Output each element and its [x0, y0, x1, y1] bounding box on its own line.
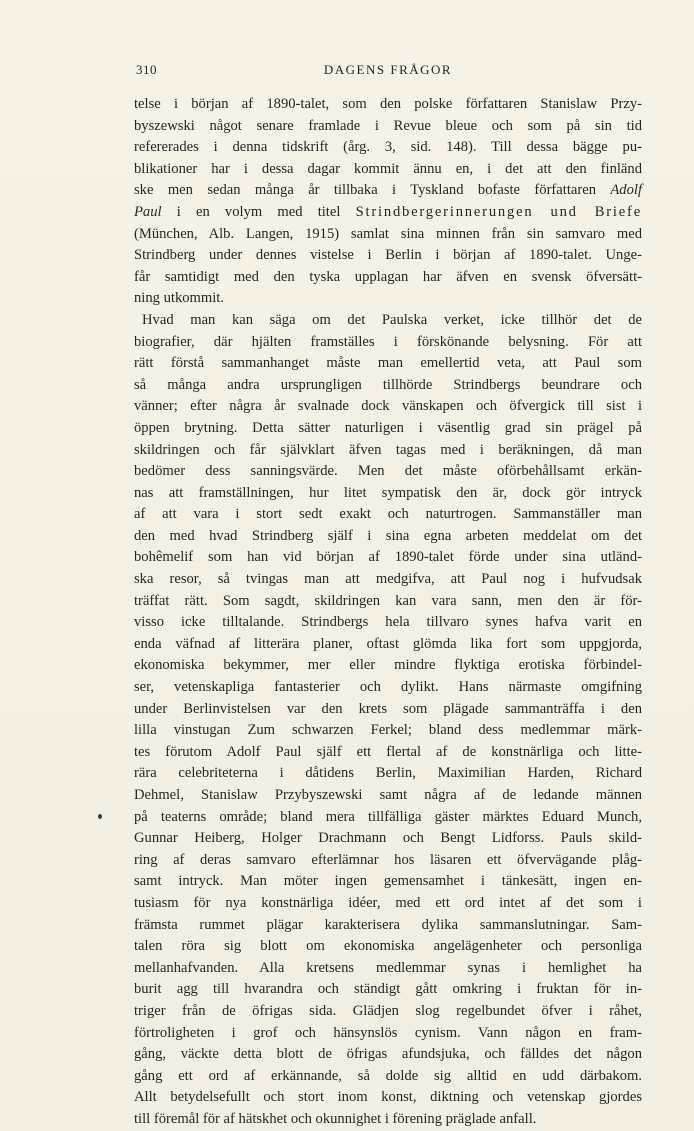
text-line: [134, 1109, 642, 1131]
text-span: vänner; efter några år svalnade dock vänskapen och öfvergick till sist i: [134, 398, 642, 415]
text-span: af att vara i stort sedt exakt och naturtrogen. Sammanställer man: [134, 506, 642, 523]
text-line: [134, 915, 642, 937]
text-line: [134, 1023, 642, 1045]
text-span: Gunnar Heiberg, Holger Drachmann och Bengt Lidforss. Pauls skild-: [134, 830, 642, 847]
text-line: [134, 526, 642, 548]
text-line: [134, 699, 642, 721]
text-line: [134, 677, 642, 699]
text-span: den med hvad Strindberg själf i sina egna arbeten meddelat om det: [134, 527, 642, 544]
text-span: enda väfnad af litterära planer, oftast glömda lika fort som uppgjorda,: [134, 635, 642, 652]
text-line: [134, 871, 642, 893]
text-span: gång ett ord af erkännande, så dolde sig alltid en udd därbakom.: [134, 1067, 642, 1084]
text-line: [134, 353, 642, 375]
text-span: ske men sedan många år tillbaka i Tyskland bofaste författaren: [134, 182, 611, 199]
text-span: triger från de öfrigas sida. Glädjen slog regelbundet öfver i råhet,: [134, 1002, 642, 1019]
text-line: [134, 612, 642, 634]
text-span: Adolf: [610, 182, 642, 199]
running-title: DAGENS FRÅGOR: [323, 62, 453, 77]
text-span: till föremål för af hätskhet och okunnighet i förening präglade anfall.: [134, 1110, 537, 1127]
text-line: [134, 224, 642, 246]
text-span: öppen brytning. Detta sätter naturligen i väsentlig grad sin prägel på: [134, 419, 642, 436]
text-span: rära celebriteterna i dåtidens Berlin, Maximilian Harden, Richard: [134, 765, 642, 782]
text-line: [134, 720, 642, 742]
text-span: ekonomiska bekymmer, mer eller mindre flyktiga erotiska förbindel-: [134, 657, 642, 674]
text-span: refererades i denna tidskrift (årg. 3, sid. 148). Till dessa bägge pu-: [134, 139, 642, 156]
text-line: [134, 1066, 642, 1088]
text-line: [134, 1087, 642, 1109]
text-line: [134, 137, 642, 159]
text-span: i en volym med titel: [161, 203, 356, 220]
text-span: på teaterns område; bland mera tillfälliga gäster märktes Eduard Munch,: [134, 808, 642, 825]
text-line: [134, 763, 642, 785]
text-span: så många andra ursprungligen tillhörde Strindbergs beundrare och: [134, 376, 642, 393]
text-line: [134, 396, 642, 418]
text-line: [134, 180, 642, 202]
text-span: burit agg till hvarandra och ständigt gått omkring i fruktan för in-: [134, 981, 642, 998]
text-line: [134, 742, 642, 764]
text-line: [134, 159, 642, 181]
text-span: skildringen och får självklart äfven tagas med i beräkningen, då man: [134, 441, 642, 458]
text-span: Paul: [134, 203, 162, 220]
text-line: [134, 483, 642, 505]
text-span: Dehmel, Stanislaw Przybyszewski samt några af de ledande männen: [134, 787, 642, 803]
text-line: [134, 850, 642, 872]
page-header: [134, 62, 642, 84]
text-span: Strindbergerinnerungen und Briefe: [355, 203, 642, 220]
text-span: samt intryck. Man möter ingen gemensamhet i tänkesätt, ingen en-: [134, 873, 642, 890]
text-span: byszewski något senare framlade i Revue bleue och som på sin tid: [134, 117, 642, 134]
text-line: [134, 936, 642, 958]
text-line: [134, 591, 642, 613]
text-span: Hvad man kan säga om det Paulska verket, icke tillhör det de: [142, 311, 642, 328]
text-line: [134, 893, 642, 915]
page-number: 310: [136, 62, 157, 77]
text-span: rätt förstå sammanhanget måste man emellertid veta, att Paul som: [134, 355, 642, 372]
text-span: (München, Alb. Langen, 1915) samlat sina minnen från sin samvaro med: [134, 225, 642, 242]
text-line: [134, 504, 642, 526]
text-span: träffat rätt. Som sagdt, skildringen kan vara sann, men den är för-: [134, 592, 642, 609]
text-line: [134, 1001, 642, 1023]
text-line: [134, 245, 642, 267]
text-span: visso icke tilltalande. Strindbergs hela tillvaro synes hafva varit en: [134, 614, 642, 631]
text-line: [134, 655, 642, 677]
text-line: [134, 807, 642, 829]
text-span: tusiasm för nya konstnärliga idéer, med ett ord intet af det som i: [134, 894, 642, 911]
text-line: [134, 547, 642, 569]
text-line: [134, 94, 642, 116]
text-span: ser, vetenskapliga fantasterier och dylikt. Hans närmaste omgifning: [134, 679, 642, 696]
text-span: nas att framställningen, hur litet sympatisk den är, dock gör intryck: [134, 484, 642, 501]
text-line: [134, 332, 642, 354]
text-line: [134, 785, 642, 807]
text-span: blikationer har i dessa dagar kommit ännu en, i det att den finländ: [134, 160, 642, 177]
text-span: telse i början af 1890-talet, som den polske författaren Stanislaw Przy-: [134, 96, 642, 112]
text-span: gång, väckte detta blott de öfrigas afundsjuka, och fälldes det någon: [134, 1046, 642, 1063]
text-line: [134, 418, 642, 440]
text-span: bohêmelif som han vid början af 1890-talet förde under sina utländ-: [134, 549, 642, 566]
text-line: [134, 116, 642, 138]
text-span: Strindberg under dennes vistelse i Berlin i början af 1890-talet. Unge-: [134, 247, 642, 264]
text-line: [134, 375, 642, 397]
text-line: [134, 979, 642, 1001]
text-span: ska resor, så tvingas man att medgifva, att Paul nog i hufvudsak: [134, 571, 642, 588]
text-span: mellanhafvanden. Alla kretsens medlemmar synas i hemlighet ha: [134, 959, 642, 976]
text-span: biografier, där hjälten framställes i förskönande belysning. För att: [134, 333, 642, 350]
text-span: främsta rummet plägar karakterisera dylika sammanslutningar. Sam-: [134, 916, 642, 933]
text-span: Allt betydelsefullt och stort inom konst, diktning och vetenskap gjordes: [134, 1089, 642, 1106]
text-span: bedömer dess sanningsvärde. Men det måste oförbehållsamt erkän-: [134, 463, 642, 480]
text-span: ning utkommit.: [134, 290, 224, 307]
text-span: talen röra sig blott om ekonomiska angelägenheter och personliga: [134, 938, 642, 955]
text-span: ring af deras samvaro efterlämnar hos läsaren ett öfvervägande plåg-: [134, 851, 642, 868]
text-span: får samtidigt med den tyska upplagan har äfven en svensk öfversätt-: [134, 268, 642, 285]
text-line: [134, 202, 642, 224]
text-span: förtroligheten i grof och hänsynslös cynism. Vann någon en fram-: [134, 1024, 642, 1041]
text-line: [134, 288, 642, 310]
body-text: [134, 94, 642, 1131]
text-span: tes förutom Adolf Paul själf ett flertal af de konstnärliga och litte-: [134, 743, 642, 760]
text-span: lilla vinstugan Zum schwarzen Ferkel; bland dess medlemmar märk-: [134, 722, 642, 739]
margin-mark: [98, 814, 102, 819]
text-line: [134, 267, 642, 289]
text-line: [134, 634, 642, 656]
text-line: [134, 958, 642, 980]
text-span: under Berlinvistelsen var den krets som plägade sammanträffa i den: [134, 700, 642, 717]
text-line: [134, 1044, 642, 1066]
text-line: [134, 310, 642, 332]
text-line: [134, 569, 642, 591]
text-line: [134, 461, 642, 483]
text-line: [134, 440, 642, 462]
text-line: [134, 828, 642, 850]
